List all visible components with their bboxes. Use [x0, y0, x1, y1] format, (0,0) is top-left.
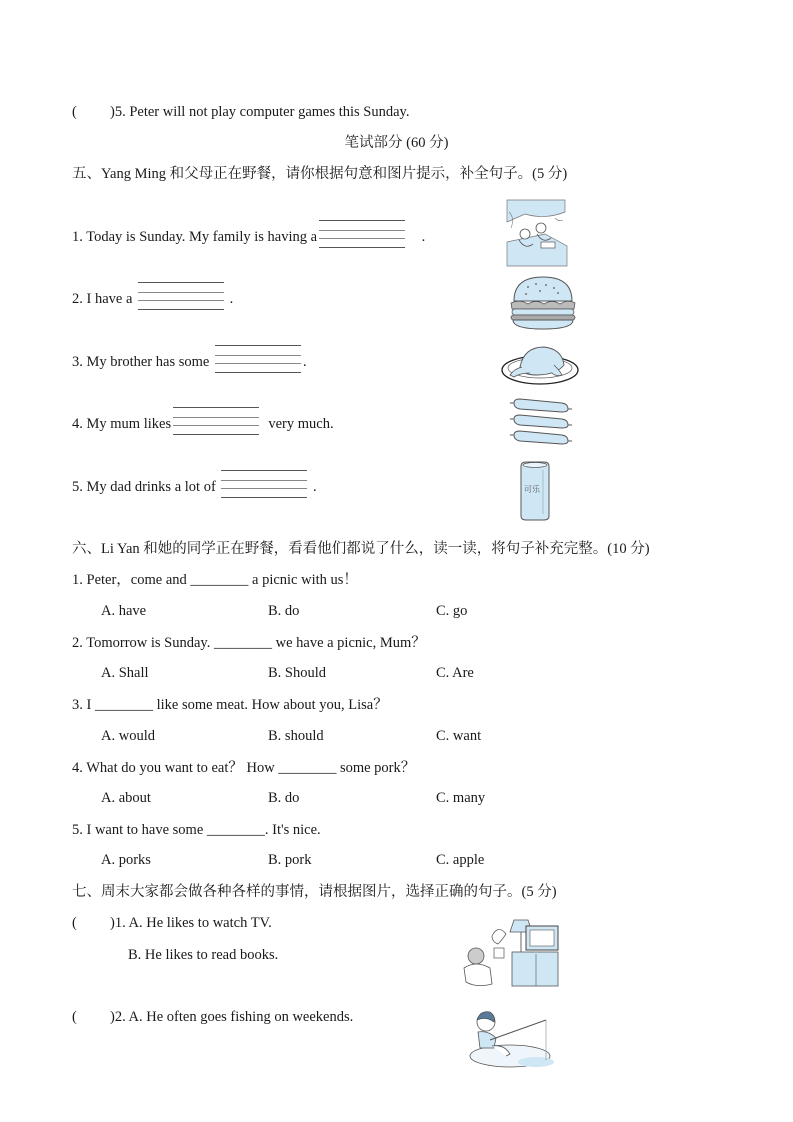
option-a[interactable]: A. would: [101, 728, 155, 744]
option-b[interactable]: B. Should: [268, 665, 327, 681]
prev-question: ( )5. Peter will not play computer games this Sunday.: [72, 104, 410, 120]
option-a[interactable]: A. about: [101, 790, 151, 806]
option-a: 1. A. He likes to watch TV.: [114, 915, 272, 931]
section6-heading: 六、Li Yan 和她的同学正在野餐，看看他们都说了什么，读一读，将句子补充完整。(10 分): [72, 541, 650, 557]
question-text: 1. Peter，come and ________ a picnic with us！: [72, 572, 358, 588]
fishing-illustration: [466, 1008, 558, 1070]
section-title: 笔试部分 (60 分): [344, 135, 449, 151]
can-label: 可乐: [524, 485, 540, 494]
option-b[interactable]: B. do: [268, 603, 300, 619]
cola-can-illustration: [518, 460, 552, 522]
s5-item-4: 4. My mum likes very much.: [72, 406, 334, 443]
option-a[interactable]: A. have: [101, 603, 147, 619]
question-text: 3. I ________ like some meat. How about you, Lisa？: [72, 697, 388, 713]
question-text: 2. Tomorrow is Sunday. ________ we have a picnic, Mum？: [72, 635, 426, 651]
chicken-illustration: [500, 343, 582, 387]
s5-item-1: 1. Today is Sunday. My family is having a .: [72, 219, 425, 256]
option-a[interactable]: A. porks: [101, 852, 151, 868]
option-c[interactable]: C. Are: [436, 665, 474, 681]
option-c[interactable]: C. want: [436, 728, 482, 744]
question-text: 4. What do you want to eat？ How ________ some pork？: [72, 760, 416, 776]
option-b: B. He likes to read books.: [128, 947, 279, 963]
answer-blank[interactable]: [173, 407, 259, 443]
answer-paren[interactable]: (: [72, 1009, 77, 1025]
answer-blank[interactable]: [319, 220, 405, 256]
question-text: 5. Peter will not play computer games this Sunday.: [114, 104, 410, 120]
option-c[interactable]: C. go: [436, 603, 468, 619]
answer-paren[interactable]: (: [72, 104, 77, 120]
picnic-illustration: [505, 198, 569, 268]
s5-item-3: 3. My brother has some .: [72, 344, 307, 381]
answer-blank[interactable]: [221, 470, 307, 506]
option-a: 2. A. He often goes fishing on weekends.: [114, 1009, 354, 1025]
s7-item-2: ( )2. A. He often goes fishing on weekends.: [72, 1009, 354, 1025]
answer-paren[interactable]: (: [72, 915, 77, 931]
answer-blank[interactable]: [215, 345, 301, 381]
option-b[interactable]: B. pork: [268, 852, 312, 868]
option-c[interactable]: C. many: [436, 790, 486, 806]
option-b[interactable]: B. do: [268, 790, 300, 806]
option-a[interactable]: A. Shall: [101, 665, 149, 681]
watching-tv-illustration: [462, 918, 562, 990]
option-b[interactable]: B. should: [268, 728, 324, 744]
hamburger-illustration: [508, 273, 578, 331]
question-text: 5. I want to have some ________. It's nice.: [72, 822, 321, 838]
s5-item-2: 2. I have a .: [72, 281, 233, 318]
option-c[interactable]: C. apple: [436, 852, 485, 868]
answer-blank[interactable]: [138, 282, 224, 318]
section5-heading: 五、Yang Ming 和父母正在野餐，请你根据句意和图片提示，补全句子。(5 分): [72, 166, 568, 182]
section7-heading: 七、周末大家都会做各种各样的事情，请根据图片，选择正确的句子。(5 分): [72, 884, 557, 900]
s5-item-5: 5. My dad drinks a lot of .: [72, 469, 317, 506]
sausages-illustration: [508, 397, 574, 449]
s7-item-1: ( )1. A. He likes to watch TV.: [72, 915, 272, 931]
